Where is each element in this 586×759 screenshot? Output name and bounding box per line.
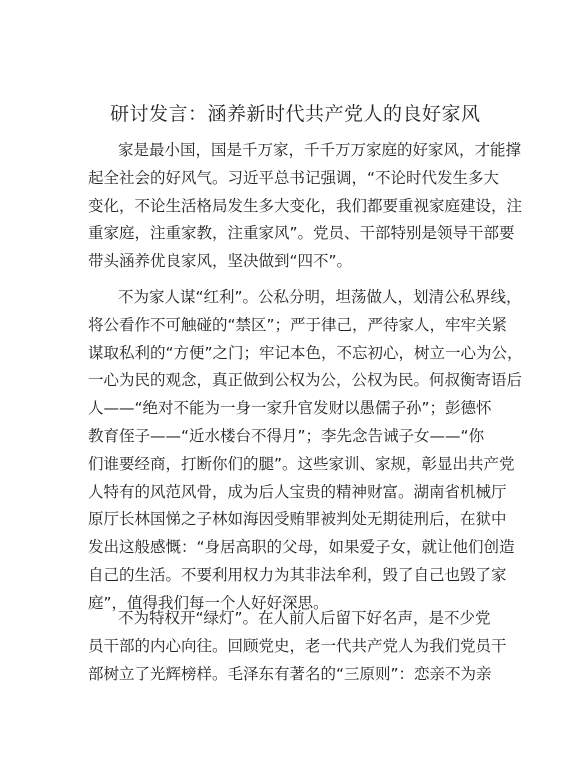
paragraph-line: 员干部的内心向往。回顾党史，老一代共产党人为我们党员干 bbox=[88, 636, 507, 655]
paragraph-line: 庭”，值得我们每一个人好好深思。 bbox=[88, 593, 329, 612]
paragraph-line: 带头涵养优良家风，坚决做到“四不”。 bbox=[88, 252, 353, 271]
paragraph-line: 谋取私利的“方便”之门；牢记本色，不忘初心，树立一心为公， bbox=[88, 343, 523, 362]
paragraph-line: 一心为民的观念，真正做到公权为公，公权为民。何叔衡寄语后 bbox=[88, 371, 523, 390]
paragraph-line: 原厅长林国悌之子林如海因受贿罪被判处无期徒刑后，在狱中 bbox=[88, 510, 507, 529]
paragraph-line: 起全社会的好风气。习近平总书记强调，“不论时代发生多大 bbox=[88, 168, 500, 187]
paragraph-line: 将公看作不可触碰的“禁区”；严于律己，严待家人，牢牢关紧 bbox=[88, 315, 508, 334]
paragraph-no-red-dividends bbox=[88, 284, 523, 618]
paragraph-line: 人特有的风范风骨，成为后人宝贵的精神财富。湖南省机械厅 bbox=[88, 482, 507, 501]
paragraph-line: 家是最小国，国是千万家，千千万万家庭的好家风，才能撑 bbox=[118, 141, 522, 159]
paragraph-no-green-light bbox=[88, 605, 508, 688]
paragraph-line: 不为家人谋“红利”。公私分明，坦荡做人，划清公私界线， bbox=[118, 288, 522, 306]
paragraph-line: 变化，不论生活格局发生多大变化，我们都要重视家庭建设，注 bbox=[88, 196, 523, 215]
document-title: 研讨发言：涵养新时代共产党人的良好家风 bbox=[110, 103, 481, 125]
paragraph-line: 自己的生活。不要利用权力为其非法牟利，毁了自己也毁了家 bbox=[88, 565, 507, 584]
paragraph-line: 教育侄子——“近水楼台不得月”；李先念告诫子女——“你 bbox=[88, 426, 485, 445]
paragraph-line: 重家庭，注重家教，注重家风”。党员、干部特别是领导干部要 bbox=[88, 224, 515, 243]
paragraph-family-style bbox=[88, 137, 523, 276]
paragraph-line: 人——“绝对不能为一身一家升官发财以愚儒子孙”；彭德怀 bbox=[88, 399, 492, 418]
paragraph-line: 发出这般感慨：“身居高职的父母，如果爱子女，就让他们创造 bbox=[88, 538, 515, 557]
paragraph-line: 部树立了光辉榜样。毛泽东有著名的“三原则”：恋亲不为亲 bbox=[88, 664, 492, 683]
paragraph-line: 们谁要经商，打断你们的腿”。这些家训、家规，彰显出共产党 bbox=[88, 454, 515, 473]
paragraph-line: 不为特权开“绿灯”。在人前人后留下好名声，是不少党 bbox=[118, 609, 491, 627]
